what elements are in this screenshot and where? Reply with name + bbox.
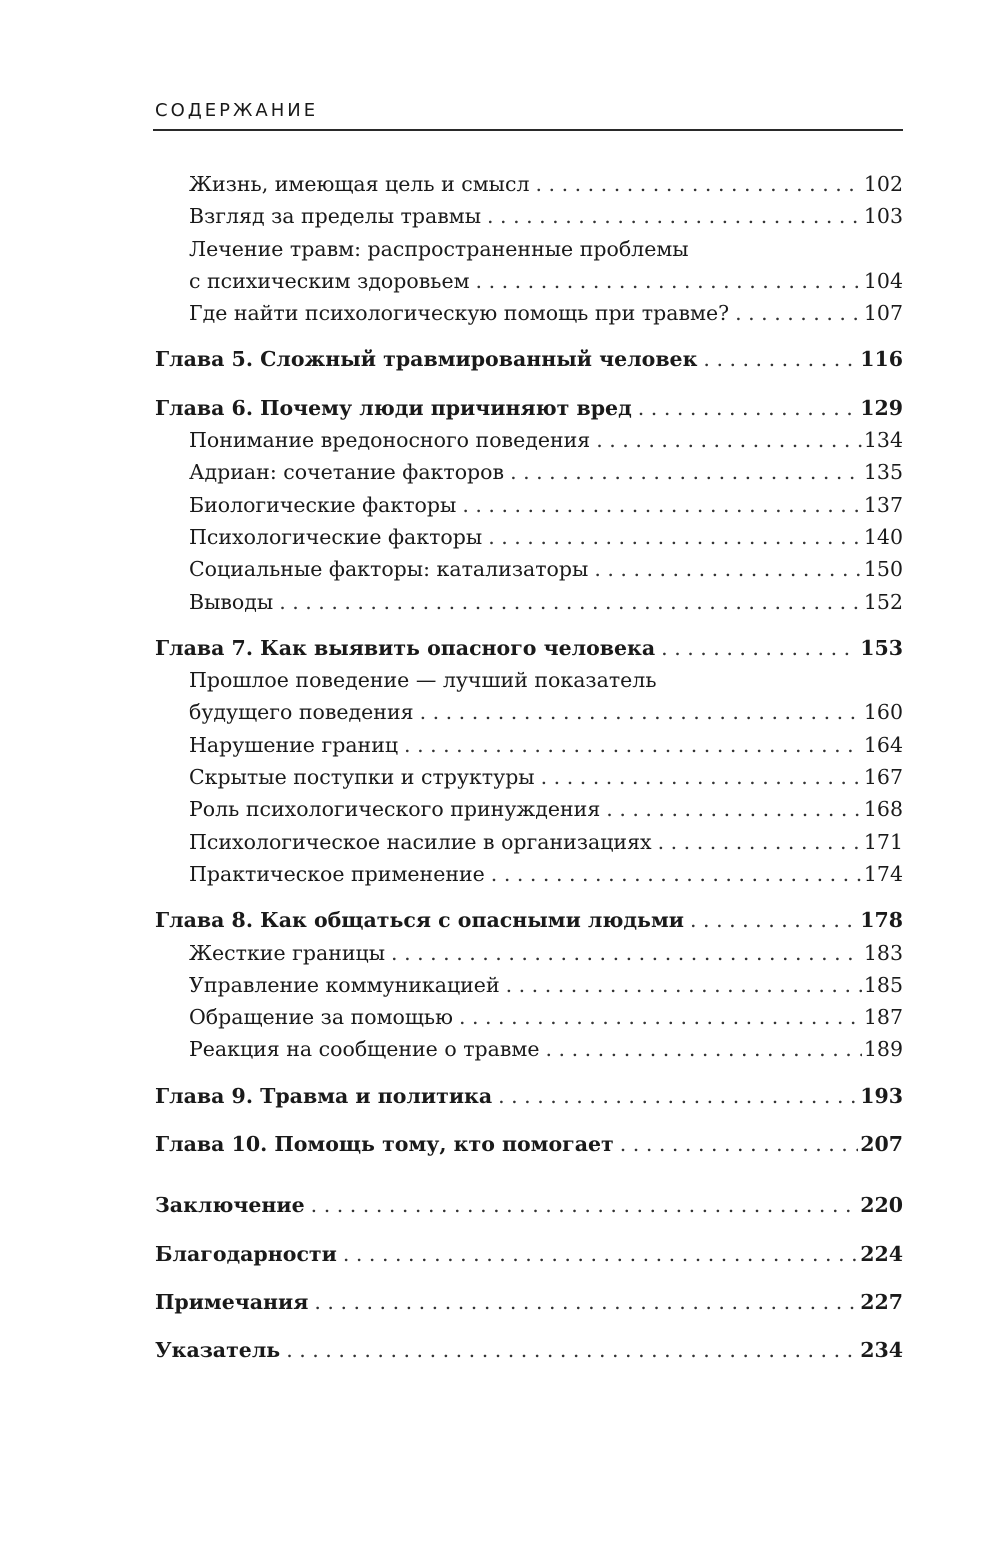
toc-entry-title: Практическое применение (189, 858, 491, 890)
toc-backmatter-page: 234 (860, 1338, 903, 1363)
toc-entry-title: Где найти психологическую помощь при травме? (189, 297, 735, 329)
toc-entry (155, 937, 903, 969)
dot-leader (314, 1286, 858, 1318)
toc-entry (155, 553, 903, 585)
toc-entry-page: 168 (863, 797, 903, 822)
toc-chapter-page: 207 (860, 1132, 903, 1157)
toc-chapter-page: 129 (860, 395, 903, 420)
toc-entry (155, 297, 903, 329)
toc-entry-title: Взгляд за пределы травмы (189, 200, 487, 232)
toc-entry-title: Обращение за помощью (189, 1001, 459, 1033)
toc-entry-title: Социальные факторы: катализаторы (189, 553, 594, 585)
toc-entry-page: 167 (863, 765, 903, 790)
toc-chapter (155, 1080, 903, 1112)
dot-leader (506, 969, 862, 1001)
dot-leader (498, 1080, 858, 1112)
toc-entry-page: 183 (863, 940, 903, 965)
toc-entry-page: 174 (863, 861, 903, 886)
toc-entry (155, 858, 903, 890)
toc-chapter-title: Глава 5. Сложный травмированный человек (155, 343, 703, 375)
toc-entry-page: 185 (863, 972, 903, 997)
dot-leader (510, 456, 862, 488)
toc-entry (155, 424, 903, 456)
dot-leader (536, 168, 862, 200)
dot-leader (594, 553, 862, 585)
toc-entry-title: Прошлое поведение — лучший показатель (189, 664, 662, 696)
table-of-contents (155, 168, 903, 1367)
dot-leader (606, 793, 862, 825)
toc-chapter (155, 1128, 903, 1160)
toc-chapter (155, 904, 903, 936)
toc-entry-page: 189 (863, 1037, 903, 1062)
toc-entry (155, 729, 903, 761)
toc-entry (155, 168, 903, 200)
toc-entry-first-line (155, 664, 903, 696)
toc-backmatter-title: Благодарности (155, 1238, 343, 1270)
dot-leader (703, 343, 858, 375)
toc-chapter (155, 343, 903, 375)
toc-entry-title: Реакция на сообщение о травме (189, 1033, 546, 1065)
toc-chapter-title: Глава 8. Как общаться с опасными людьми (155, 904, 690, 936)
dot-leader (735, 297, 862, 329)
toc-entry-page: 150 (863, 557, 903, 582)
dot-leader (491, 858, 862, 890)
toc-entry (155, 1033, 903, 1065)
toc-backmatter-page: 224 (860, 1241, 903, 1266)
dot-leader (541, 761, 862, 793)
toc-entry-page: 152 (863, 589, 903, 614)
toc-entry-title: Нарушение границ (189, 729, 404, 761)
toc-entry-first-line (155, 233, 903, 265)
toc-entry (155, 696, 903, 728)
toc-entry (155, 265, 903, 297)
toc-entry-page: 160 (863, 700, 903, 725)
toc-entry-page: 135 (863, 460, 903, 485)
toc-entry (155, 456, 903, 488)
dot-leader (596, 424, 862, 456)
dot-leader (343, 1238, 858, 1270)
toc-chapter-title: Глава 7. Как выявить опасного человека (155, 632, 661, 664)
toc-backmatter-page: 227 (860, 1289, 903, 1314)
dot-leader (620, 1128, 858, 1160)
toc-entry-title: Управление коммуникацией (189, 969, 506, 1001)
toc-chapter-title: Глава 9. Травма и политика (155, 1080, 498, 1112)
toc-entry-page: 104 (863, 268, 903, 293)
dot-leader (279, 586, 862, 618)
toc-backmatter (155, 1334, 903, 1366)
toc-chapter-page: 153 (860, 635, 903, 660)
dot-leader (661, 632, 858, 664)
toc-entry-title: Психологические факторы (189, 521, 488, 553)
toc-entry-title: Психологическое насилие в организациях (189, 826, 658, 858)
toc-entry-page: 140 (863, 524, 903, 549)
dot-leader (546, 1033, 862, 1065)
toc-entry-title-continued: с психическим здоровьем (189, 265, 476, 297)
dot-leader (476, 265, 862, 297)
toc-entry-title: Адриан: сочетание факторов (189, 456, 510, 488)
toc-chapter-title: Глава 10. Помощь тому, кто помогает (155, 1128, 620, 1160)
toc-entry-page: 102 (863, 172, 903, 196)
toc-entry-title: Выводы (189, 586, 279, 618)
toc-chapter-title: Глава 6. Почему люди причиняют вред (155, 392, 638, 424)
toc-backmatter-title: Примечания (155, 1286, 314, 1318)
toc-chapter-page: 116 (860, 347, 903, 372)
toc-entry-title-continued: будущего поведения (189, 696, 420, 728)
dot-leader (487, 200, 862, 232)
toc-entry (155, 761, 903, 793)
dot-leader (690, 904, 858, 936)
header-rule (153, 129, 903, 131)
toc-entry (155, 586, 903, 618)
toc-entry-page: 171 (863, 829, 903, 854)
dot-leader (391, 937, 862, 969)
dot-leader (488, 521, 862, 553)
toc-entry (155, 793, 903, 825)
dot-leader (404, 729, 862, 761)
dot-leader (286, 1334, 858, 1366)
toc-entry (155, 969, 903, 1001)
toc-backmatter (155, 1189, 903, 1221)
toc-entry-title: Биологические факторы (189, 489, 462, 521)
toc-entry-page: 164 (863, 732, 903, 757)
toc-entry-title: Скрытые поступки и структуры (189, 761, 541, 793)
toc-entry-page: 187 (863, 1005, 903, 1030)
toc-entry (155, 200, 903, 232)
toc-chapter (155, 392, 903, 424)
toc-backmatter (155, 1238, 903, 1270)
toc-entry-title: Жизнь, имеющая цель и смысл (189, 168, 536, 200)
dot-leader (658, 826, 862, 858)
toc-backmatter (155, 1286, 903, 1318)
toc-backmatter-title: Заключение (155, 1189, 311, 1221)
toc-entry-title: Роль психологического принуждения (189, 793, 606, 825)
dot-leader (462, 489, 862, 521)
toc-entry-page: 134 (863, 428, 903, 453)
toc-entry-page: 137 (863, 492, 903, 517)
dot-leader (311, 1189, 859, 1221)
dot-leader (638, 392, 858, 424)
toc-entry-title: Лечение травм: распространенные проблемы (189, 233, 695, 265)
toc-entry-title: Понимание вредоносного поведения (189, 424, 596, 456)
toc-entry (155, 489, 903, 521)
toc-entry-page: 107 (863, 301, 903, 326)
toc-entry-page: 103 (863, 204, 903, 229)
toc-chapter (155, 632, 903, 664)
toc-backmatter-page: 220 (860, 1193, 903, 1218)
running-head: СОДЕРЖАНИЕ (155, 100, 319, 121)
toc-entry (155, 521, 903, 553)
dot-leader (459, 1001, 862, 1033)
toc-chapter-page: 178 (860, 908, 903, 933)
toc-backmatter-title: Указатель (155, 1334, 286, 1366)
toc-entry (155, 826, 903, 858)
dot-leader (420, 696, 862, 728)
toc-chapter-page: 193 (860, 1083, 903, 1108)
toc-entry-title: Жесткие границы (189, 937, 391, 969)
toc-entry (155, 1001, 903, 1033)
